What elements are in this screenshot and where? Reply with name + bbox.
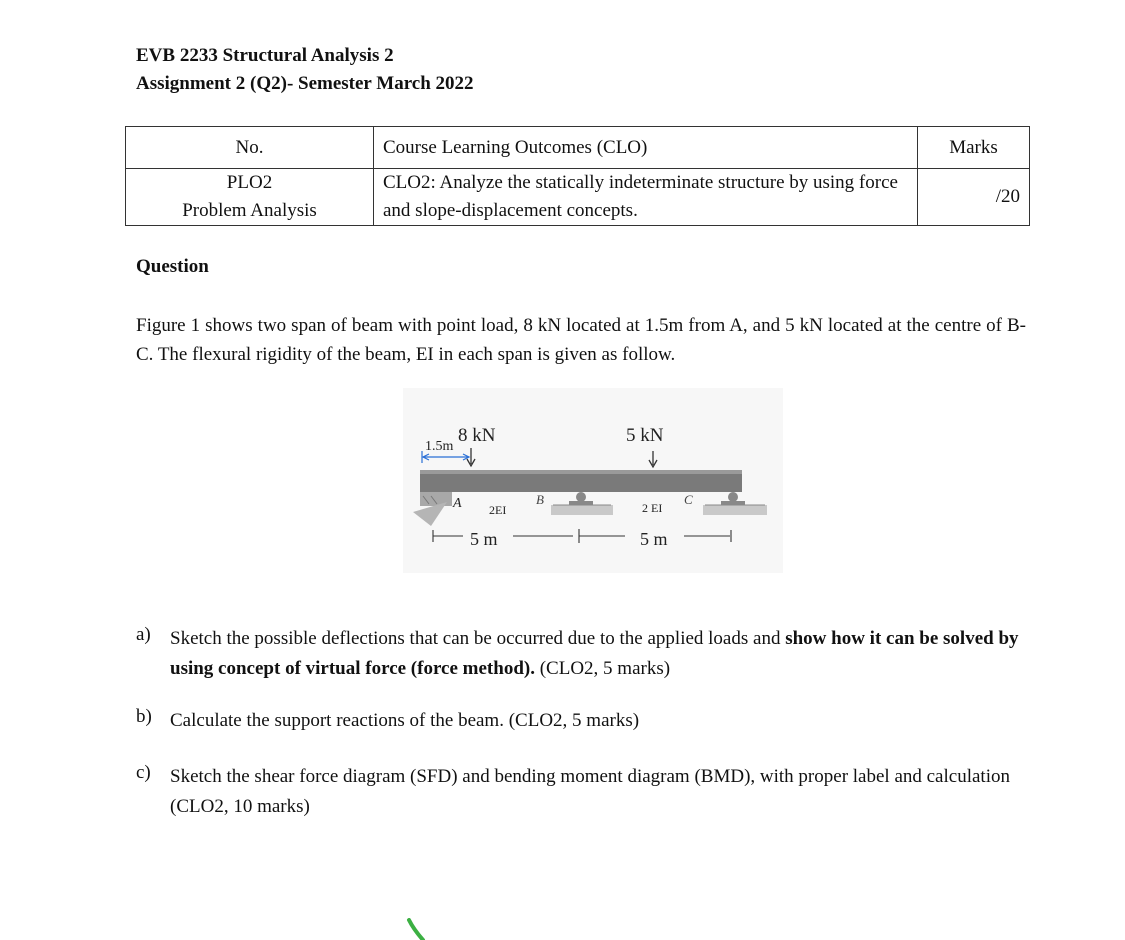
question-intro: Figure 1 shows two span of beam with point load, 8 kN located at 1.5m from A, and 5 kN located at the centre of B-C. The flexural rigidity of the beam, EI in each span is given as follow.	[136, 315, 1026, 365]
header-clo: Course Learning Outcomes (CLO)	[374, 127, 918, 169]
clo-table	[125, 126, 1030, 226]
document-header	[136, 42, 474, 98]
pen-mark	[405, 918, 429, 940]
header-no: No.	[126, 127, 374, 169]
load-8kn-label: 8 kN	[458, 425, 496, 446]
header-marks: Marks	[918, 127, 1030, 169]
span2-label: 5 m	[640, 529, 668, 549]
clo-table-row	[126, 169, 1030, 226]
task-label: b)	[136, 706, 152, 727]
clo-description: CLO2: Analyze the statically indeterminate structure by using force and slope-displacement concepts.	[374, 169, 918, 226]
ei-span1-label: 2EI	[489, 503, 507, 517]
support-a-label: A	[453, 496, 462, 511]
beam-figure	[403, 388, 783, 573]
course-title: EVB 2233 Structural Analysis 2	[136, 45, 394, 66]
clo-table-header-row	[126, 127, 1030, 169]
load-5kn-label: 5 kN	[626, 425, 664, 446]
span1-label: 5 m	[470, 529, 498, 549]
plo-name: Problem Analysis	[182, 200, 317, 221]
support-b-label: B	[536, 492, 544, 507]
plo-cell	[126, 169, 374, 226]
task-text: Sketch the possible deflections that can be occurred due to the applied loads and show how it can be solved by using concept of virtual force (force method). (CLO2, 5 marks)	[170, 628, 1019, 679]
question-heading: Question	[136, 256, 209, 277]
offset-label: 1.5m	[425, 439, 454, 454]
support-c-label: C	[684, 492, 693, 507]
task-text: Sketch the shear force diagram (SFD) and bending moment diagram (BMD), with proper label and calculation (CLO2, 10 marks)	[170, 766, 1010, 817]
task-label: c)	[136, 762, 151, 783]
marks-cell: /20	[918, 169, 1030, 226]
assignment-title: Assignment 2 (Q2)- Semester March 2022	[136, 73, 474, 94]
task-text: Calculate the support reactions of the beam. (CLO2, 5 marks)	[170, 710, 640, 731]
plo-code: PLO2	[226, 172, 273, 193]
ei-span2-label: 2 EI	[642, 501, 663, 515]
task-label: a)	[136, 624, 151, 645]
